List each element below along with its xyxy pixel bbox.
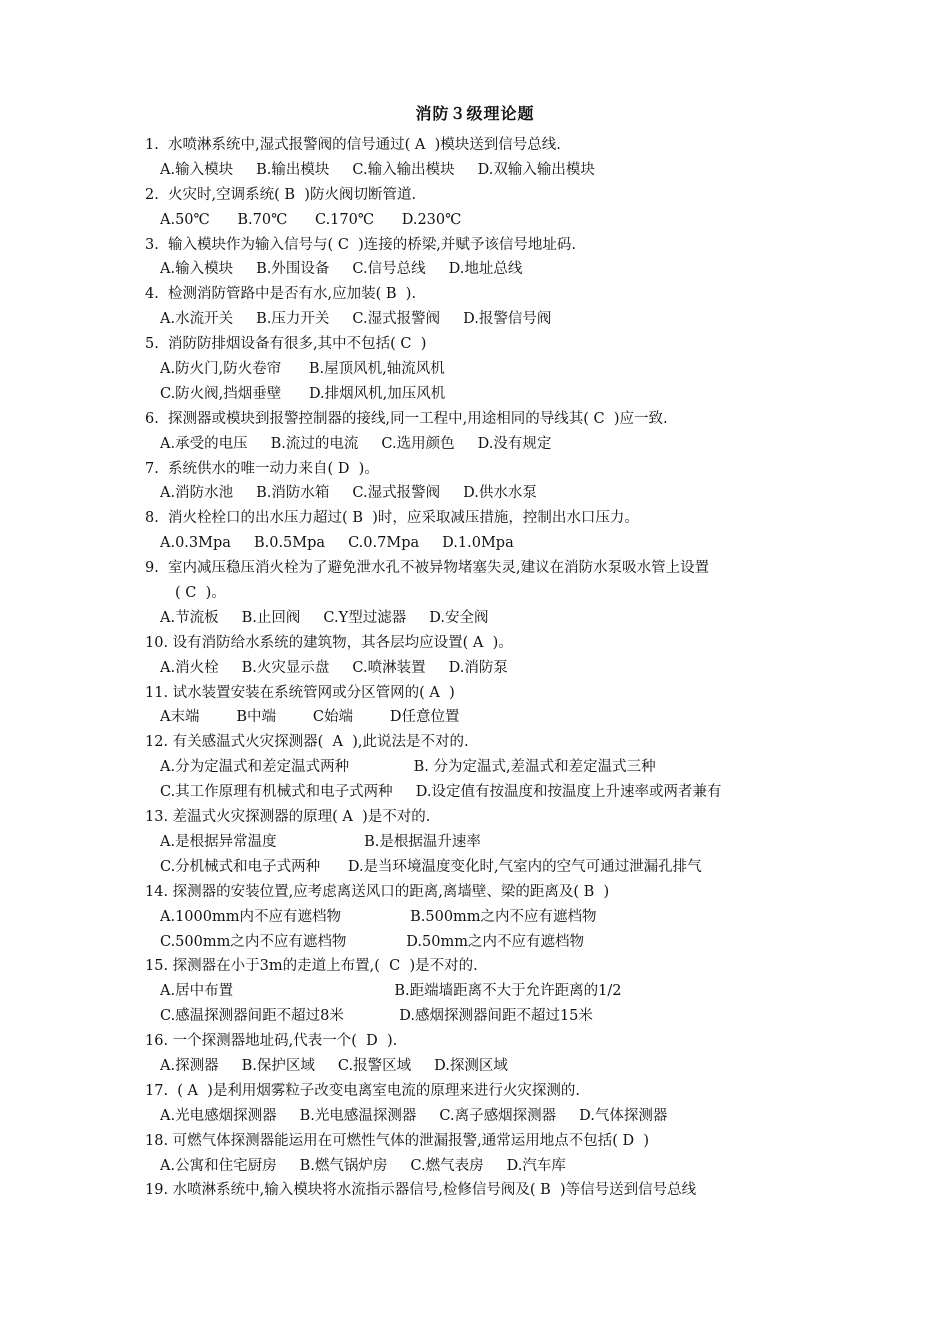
answer-options: A.节流板 B.止回阀 C.Y型过滤器 D.安全阀 (160, 609, 489, 626)
answer-options: A.承受的电压 B.流过的电流 C.选用颜色 D.没有规定 (160, 435, 552, 452)
question-list (145, 133, 825, 1203)
answer-options: C.分机械式和电子式两种 D.是当环境温度变化时,气室内的空气可通过泄漏孔排气 (160, 858, 702, 875)
answer-options: A.分为定温式和差定温式两种 B. 分为定温式,差温式和差定温式三种 (160, 759, 656, 776)
question-text: 16. 一个探测器地址码,代表一个( D ). (145, 1033, 398, 1050)
question-text: 2. 火灾时,空调系统( B )防火阀切断管道. (145, 186, 417, 203)
question-text: 6. 探测器或模块到报警控制器的接线,同一工程中,用途相同的导线其( C )应一致. (145, 410, 668, 427)
answer-options: A.水流开关 B.压力开关 C.湿式报警阀 D.报警信号阀 (160, 311, 552, 328)
question-text: 3. 输入模块作为输入信号与( C )连接的桥梁,并赋予该信号地址码. (145, 236, 577, 253)
question-text: 7. 系统供水的唯一动力来自( D )。 (145, 460, 379, 477)
answer-options: A.探测器 B.保护区域 C.报警区域 D.探测区域 (160, 1057, 508, 1074)
answer-options: A末端 B中端 C始端 D任意位置 (160, 709, 460, 726)
answer-options: C.其工作原理有机械式和电子式两种 D.设定值有按温度和按温度上升速率或两者兼有 (160, 784, 722, 801)
answer-options: A.50℃ B.70℃ C.170℃ D.230℃ (160, 211, 462, 228)
answer-options: A.光电感烟探测器 B.光电感温探测器 C.离子感烟探测器 D.气体探测器 (160, 1107, 668, 1124)
answer-options: A.消防水池 B.消防水箱 C.湿式报警阀 D.供水水泵 (160, 485, 537, 502)
answer-options: A.0.3Mpa B.0.5Mpa C.0.7Mpa D.1.0Mpa (160, 535, 514, 552)
answer-options: A.输入模块 B.外围设备 C.信号总线 D.地址总线 (160, 261, 523, 278)
answer-options: A.防火门,防火卷帘 B.屋顶风机,轴流风机 (160, 361, 445, 378)
question-text: 1. 水喷淋系统中,湿式报警阀的信号通过( A )模块送到信号总线. (145, 137, 561, 153)
question-text: 13. 差温式火灾探测器的原理( A )是不对的. (145, 809, 431, 826)
question-text: 11. 试水装置安装在系统管网或分区管网的( A ) (145, 684, 455, 701)
answer-options: A.消火栓 B.火灾显示盘 C.喷淋装置 D.消防泵 (160, 659, 508, 676)
answer-options: A.输入模块 B.输出模块 C.输入输出模块 D.双输入输出模块 (160, 161, 595, 178)
question-text: 18. 可燃气体探测器能运用在可燃性气体的泄漏报警,通常运用地点不包括( D ) (145, 1132, 650, 1149)
answer-options: A.公寓和住宅厨房 B.燃气锅炉房 C.燃气表房 D.汽车库 (160, 1157, 566, 1174)
question-text: 14. 探测器的安装位置,应考虑离送风口的距离,离墙壁、梁的距离及( B ) (145, 883, 610, 900)
answer-options: C.防火阀,挡烟垂壁 D.排烟风机,加压风机 (160, 385, 446, 402)
question-text: 19. 水喷淋系统中,输入模块将水流指示器信号,检修信号阀及( B )等信号送到信号总线 (145, 1182, 697, 1199)
question-text: 8. 消火栓栓口的出水压力超过( B )时，应采取减压措施，控制出水口压力。 (145, 510, 639, 527)
question-text: 15. 探测器在小于3m的走道上布置,( C )是不对的. (145, 958, 478, 975)
question-text: 10. 设有消防给水系统的建筑物，其各层均应设置( A )。 (145, 634, 513, 651)
answer-options: C.感温探测器间距不超过8米 D.感烟探测器间距不超过15米 (160, 1008, 593, 1025)
page-title: 消防３级理论题 (415, 104, 535, 123)
answer-options: A.1000mm内不应有遮档物 B.500mm之内不应有遮档物 (160, 908, 597, 925)
question-continuation: ( C )。 (175, 585, 226, 602)
question-text: 5. 消防防排烟设备有很多,其中不包括( C ) (145, 336, 427, 353)
question-text: 9. 室内减压稳压消火栓为了避免泄水孔不被异物堵塞失灵,建议在消防水泵吸水管上设置 (145, 560, 710, 577)
question-text: 12. 有关感温式火灾探测器( A ),此说法是不对的. (145, 734, 469, 751)
answer-options: C.500mm之内不应有遮档物 D.50mm之内不应有遮档物 (160, 933, 584, 950)
question-text: 4. 检测消防管路中是否有水,应加装( B ). (145, 286, 417, 303)
question-text: 17. ( A )是利用烟雾粒子改变电离室电流的原理来进行火灾探测的. (145, 1082, 580, 1099)
answer-options: A.居中布置 B.距端墙距离不大于允许距离的1/2 (160, 983, 622, 1000)
answer-options: A.是根据异常温度 B.是根据温升速率 (160, 833, 481, 850)
